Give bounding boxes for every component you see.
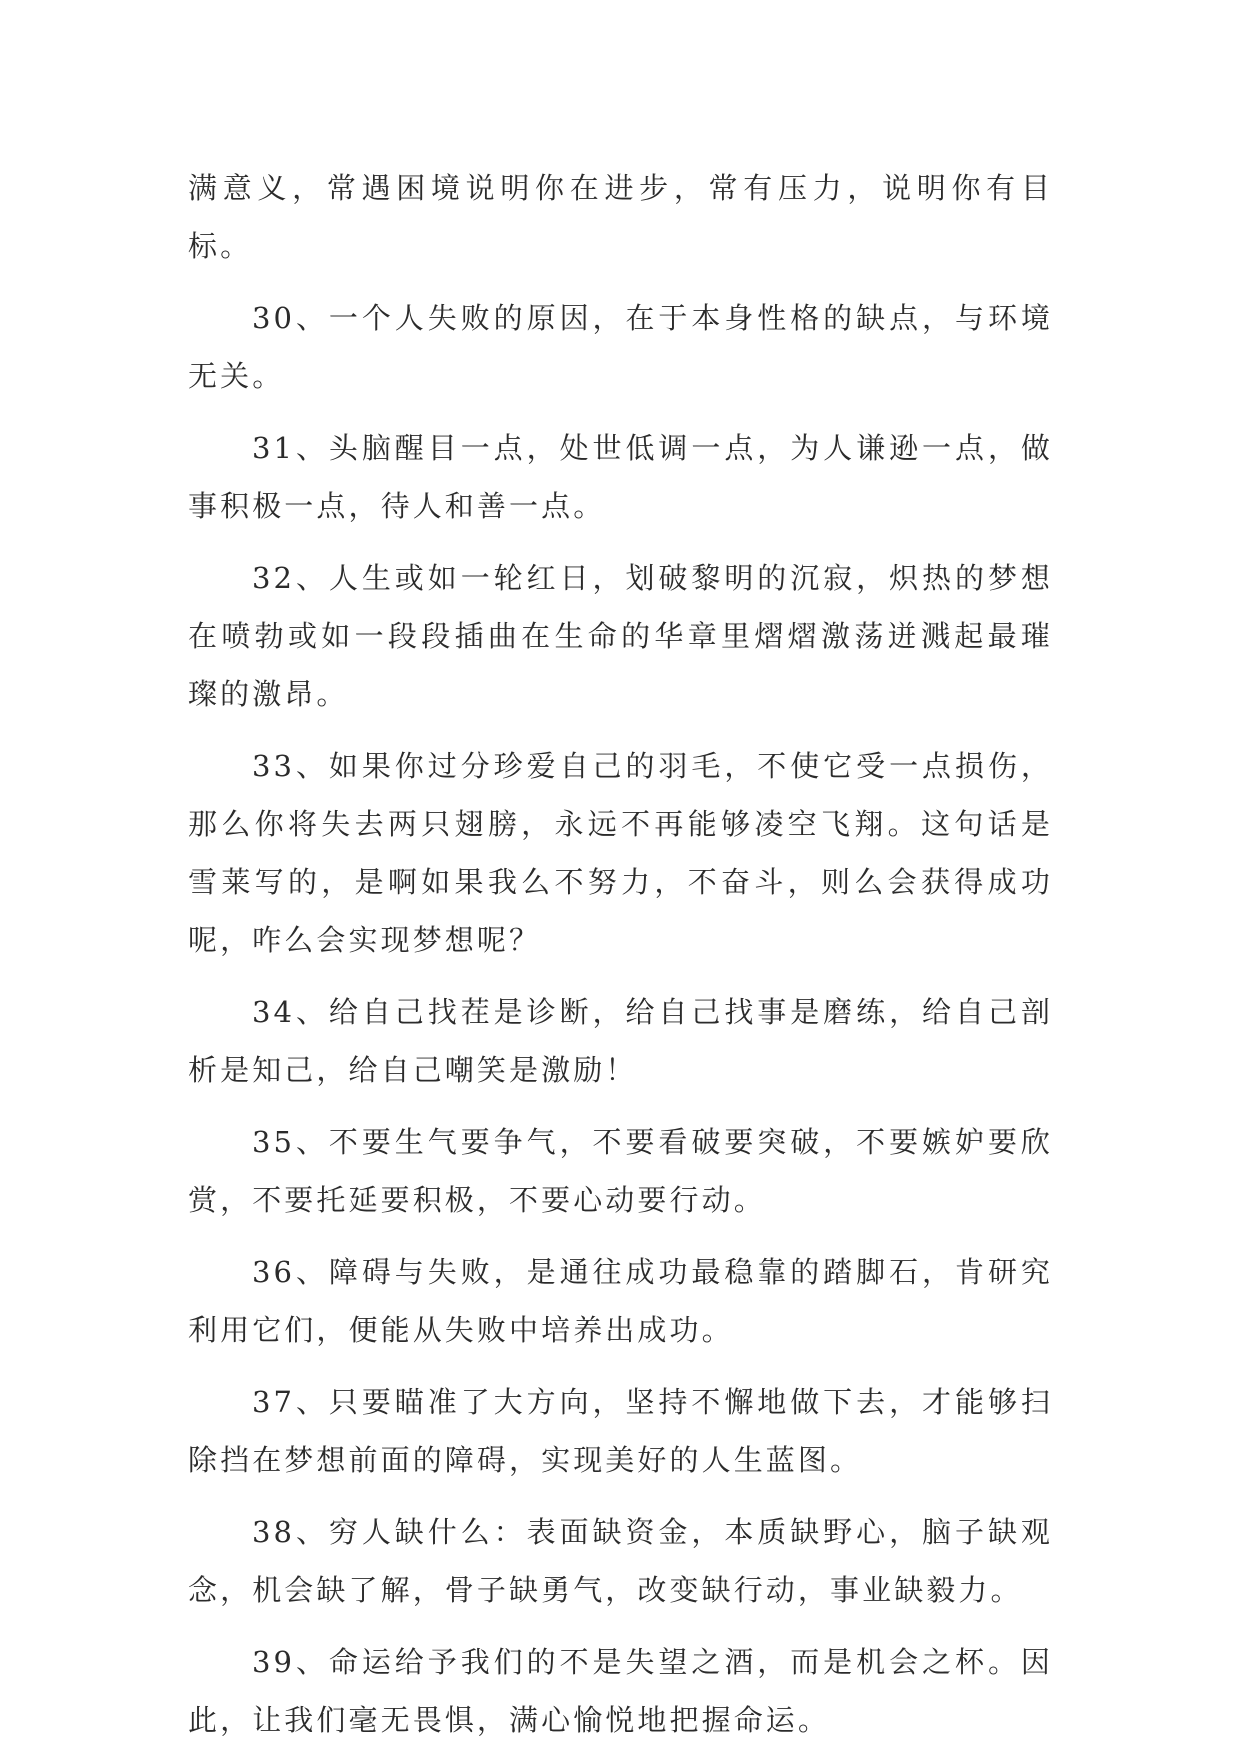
paragraph-quote-35: 35、不要生气要争气，不要看破要突破，不要嫉妒要欣赏，不要托延要积极，不要心动要行动。	[188, 1125, 1053, 1217]
paragraph-continuation: 满意义，常遇困境说明你在进步，常有压力，说明你有目标。	[188, 171, 1053, 263]
paragraph-quote-34: 34、给自己找茬是诊断，给自己找事是磨练，给自己剖析是知己，给自己嘲笑是激励！	[188, 995, 1053, 1087]
paragraph-quote-38: 38、穷人缺什么：表面缺资金，本质缺野心，脑子缺观念，机会缺了解，骨子缺勇气，改变缺行动，事业缺毅力。	[188, 1515, 1053, 1607]
paragraph-quote-39: 39、命运给予我们的不是失望之酒，而是机会之杯。因此，让我们毫无畏惧，满心愉悦地把握命运。	[188, 1645, 1053, 1737]
document-body	[188, 159, 1053, 1763]
paragraph-quote-33: 33、如果你过分珍爱自己的羽毛，不使它受一点损伤，那么你将失去两只翅膀，永远不再能够凌空飞翔。这句话是雪莱写的，是啊如果我么不努力，不奋斗，则么会获得成功呢，咋么会实现梦想呢？	[188, 749, 1053, 957]
paragraph-quote-37: 37、只要瞄准了大方向，坚持不懈地做下去，才能够扫除挡在梦想前面的障碍，实现美好的人生蓝图。	[188, 1385, 1053, 1477]
paragraph-quote-32: 32、人生或如一轮红日，划破黎明的沉寂，炽热的梦想在喷勃或如一段段插曲在生命的华章里熠熠激荡迸溅起最璀璨的激昂。	[188, 561, 1053, 711]
paragraph-quote-36: 36、障碍与失败，是通往成功最稳靠的踏脚石，肯研究利用它们，便能从失败中培养出成功。	[188, 1255, 1053, 1347]
paragraph-quote-31: 31、头脑醒目一点，处世低调一点，为人谦逊一点，做事积极一点，待人和善一点。	[188, 431, 1053, 523]
paragraph-quote-30: 30、一个人失败的原因，在于本身性格的缺点，与环境无关。	[188, 301, 1053, 393]
